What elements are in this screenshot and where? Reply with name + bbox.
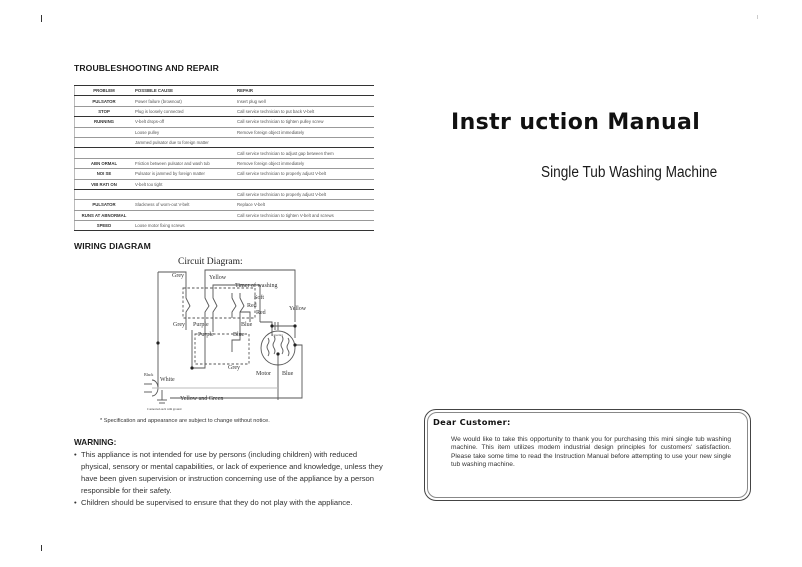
repair-cell: Call service technician to put back V-belt <box>235 106 374 116</box>
table-header-row <box>75 86 375 96</box>
table-row <box>75 148 375 158</box>
cause-cell: V-belt drops-off <box>133 117 235 127</box>
dear-customer-box <box>424 409 751 501</box>
label-capacitor: Capacitor <box>272 334 283 337</box>
repair-cell: Remove foreign object immediately <box>235 127 374 137</box>
problem-cell: PULSATOR <box>75 96 134 106</box>
label-yellow-green: Yellow and Green <box>180 396 224 402</box>
problem-cell: SPEED <box>75 221 134 231</box>
label-blue-motor: Blue <box>282 371 294 377</box>
repair-cell: Call service technician to tighten V-belt and screws <box>235 210 374 220</box>
label-red: Red <box>247 303 257 309</box>
cause-cell <box>133 210 235 220</box>
header-repair: REPAIR <box>235 86 374 96</box>
table-row <box>75 221 375 231</box>
label-purple: Purple <box>193 322 209 328</box>
table-row <box>75 169 375 179</box>
problem-cell <box>75 148 134 158</box>
problem-cell: PULSATOR <box>75 200 134 210</box>
dear-customer-text: We would like to take this opportunity to thank you for purchasing this mini single tub washing machine. This item utilizes modem industrial design principles for customers' satisfaction. Please take some time to read the Instruction Manual before attempting to use your new single tub washing machine. <box>451 436 731 468</box>
repair-cell: Remove foreign object immediately <box>235 158 374 168</box>
label-purple-2: Purple <box>198 332 214 338</box>
wiring-title: WIRING DIAGRAM <box>74 241 151 251</box>
label-grey-bottom: Grey <box>228 365 240 371</box>
table-row <box>75 137 375 147</box>
table-row <box>75 179 375 189</box>
label-yellow-right: Yellow <box>289 306 307 312</box>
label-grey: Grey <box>172 273 184 279</box>
repair-cell: Call service technician to properly adjust V-belt <box>235 169 374 179</box>
label-blue: Blue <box>241 322 253 328</box>
problem-cell <box>75 127 134 137</box>
problem-cell: RUNNING <box>75 117 134 127</box>
header-problem: PROBLEM <box>75 86 134 96</box>
repair-cell: Call service technician to properly adjust V-belt <box>235 189 374 199</box>
warning-title: WARNING: <box>74 438 117 447</box>
table-row <box>75 210 375 220</box>
label-soft: Soft <box>254 295 265 301</box>
troubleshooting-title: TROUBLESHOOTING AND REPAIR <box>74 63 219 73</box>
table-row <box>75 127 375 137</box>
label-red-2: Red <box>256 310 266 316</box>
repair-cell: Call service technician to adjust gap between them <box>235 148 374 158</box>
table-row <box>75 189 375 199</box>
circuit-title: Circuit Diagram: <box>178 257 243 267</box>
problem-cell <box>75 137 134 147</box>
label-blue-2: Blue <box>233 332 245 338</box>
repair-cell: Call service technician to tighten pulley screw <box>235 117 374 127</box>
problem-cell: ABN ORMAL <box>75 158 134 168</box>
troubleshooting-table <box>74 85 374 231</box>
repair-cell: Insert plug well <box>235 96 374 106</box>
cause-cell <box>133 189 235 199</box>
warning-section <box>74 437 384 509</box>
label-timer: Timer of washing <box>235 283 278 289</box>
repair-cell <box>235 221 374 231</box>
label-yellow: Yellow <box>209 275 227 281</box>
manual-subtitle: Single Tub Washing Machine <box>541 164 718 181</box>
table-row <box>75 96 375 106</box>
problem-cell: RUNS AT ABNORMAL <box>75 210 134 220</box>
problem-cell: VIB RATI ON <box>75 179 134 189</box>
problem-cell: STOP <box>75 106 134 116</box>
cause-cell: Loose motor fixing screws <box>133 221 235 231</box>
problem-cell <box>75 189 134 199</box>
cause-cell: Power failure (brownout) <box>133 96 235 106</box>
label-black: Black <box>144 372 154 377</box>
label-white: White <box>160 377 175 383</box>
cause-cell: Plug is loosely connected <box>133 106 235 116</box>
label-ground: Connected each with ground <box>147 407 182 411</box>
table-row <box>75 158 375 168</box>
specification-note: * Specification and appearance are subject to change without notice. <box>100 418 270 424</box>
table-row <box>75 200 375 210</box>
warning-item: • This appliance is not intended for use by persons (including children) with reduced physical, sensory or mental capabilities, or lack of experience and knowledge, unless they have been given supervision or instruction concerning use of the appliance by a person responsible for their safety. <box>74 449 384 497</box>
repair-cell: Replace V-belt <box>235 200 374 210</box>
label-motor: Motor <box>256 371 271 377</box>
table-row <box>75 117 375 127</box>
circuit-diagram <box>100 250 340 420</box>
header-cause: POSSIBLE CAUSE <box>133 86 235 96</box>
cause-cell: V-belt too tight <box>133 179 235 189</box>
cause-cell <box>133 148 235 158</box>
problem-cell: NOI SE <box>75 169 134 179</box>
cause-cell: Pulsator is jammed by foreign matter <box>133 169 235 179</box>
cause-cell: Friction between pulsator and wash tub <box>133 158 235 168</box>
dear-customer-title: Dear Customer: <box>433 417 511 427</box>
repair-cell <box>235 179 374 189</box>
repair-cell <box>235 137 374 147</box>
cause-cell: Loose pulley <box>133 127 235 137</box>
cause-cell: Jammed pulsator due to foreign matter <box>133 137 235 147</box>
warning-item: • Children should be supervised to ensure that they do not play with the appliance. <box>74 497 384 509</box>
manual-title: Instr uction Manual <box>451 110 701 135</box>
label-grey-left: Grey <box>173 322 185 328</box>
cause-cell: Slackness of worn-out V-belt <box>133 200 235 210</box>
table-row <box>75 106 375 116</box>
